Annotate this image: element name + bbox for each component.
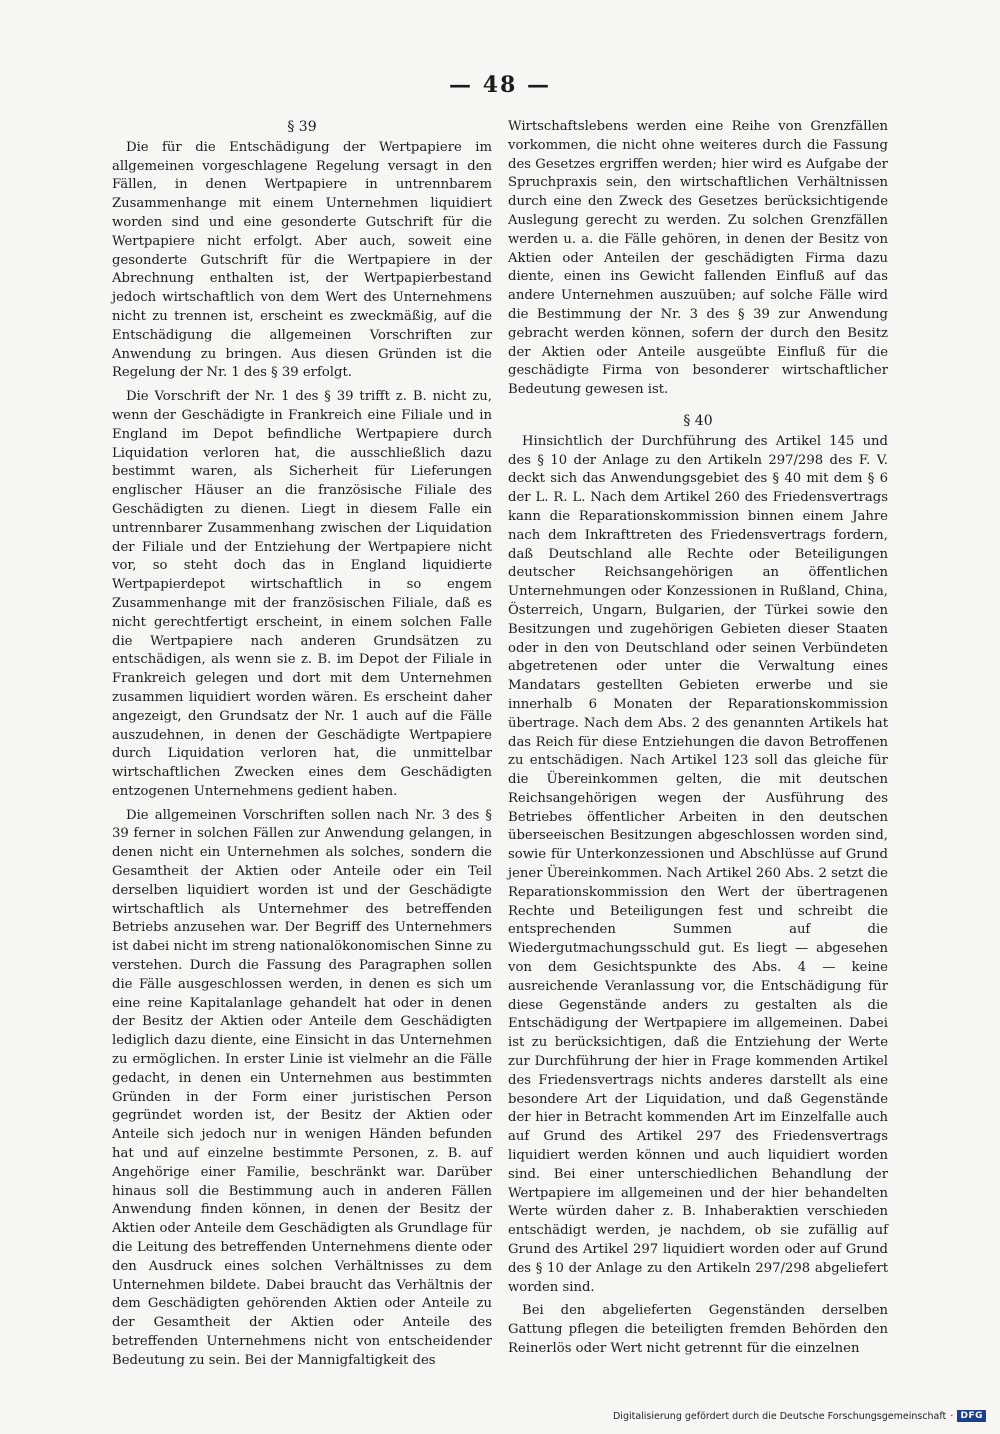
- paragraph-continuation: Wirtschaftslebens werden eine Reihe von Grenzfällen vorkommen, die nicht ohne weiteres durch die Fassung des Gesetzes ergriffen werden; hier wird es Aufgabe der Spruchpraxis sein, den wirtschaftlichen Verhältnissen durch eine den Zweck des Gesetzes berücksichtigende Auslegung gerecht zu werden. Zu solchen Grenzfällen werden u. a. die Fälle gehören, in denen der Besitz von Aktien oder Anteilen der geschädigten Firma dazu diente, einen ins Gewicht fallenden Einfluß auf das andere Unternehmen auszuüben; auf solche Fälle wird die Bestimmung der Nr. 3 des § 39 zur Anwendung gebracht werden können, sofern der durch den Besitz der Aktien oder Anteile ausgeübte Einfluß für die geschädigte Firma von besonderer wirtschaftlicher Bedeutung gewesen ist.: [508, 119, 888, 398]
- section-heading-39: § 39: [287, 119, 317, 135]
- paragraph: Bei den abgelieferten Gegenständen derselben Gattung pflegen die beteiligten fremden Behörden den Reinerlös oder Wert nicht getrennt für die einzelnen: [508, 1303, 888, 1356]
- footer-text: Digitalisierung gefördert durch die Deutsche Forschungsgemeinschaft: [612, 1410, 947, 1422]
- right-column: [508, 118, 888, 1364]
- page-number: — 48 —: [449, 72, 551, 98]
- paragraph: Hinsichtlich der Durchführung des Artikel 145 und des § 10 der Anlage zu den Artikeln 297/298 des F. V. deckt sich das Anwendungsgebiet des § 40 mit dem § 6 der L. R. L. Nach dem Artikel 260 des Friedensvertrags kann die Reparationskommission binnen einem Jahre nach dem Inkrafttreten des Friedensvertrags fordern, daß Deutschland alle Rechte oder Beteiligungen deutscher Reichsangehörigen an öffentlichen Unternehmungen oder Konzessionen in Rußland, China, Österreich, Ungarn, Bulgarien, der Türkei sowie den Besitzungen und zugehörigen Gebieten dieser Staaten oder in den von Deutschland oder seinen Verbündeten abgetretenen oder unter die Verwaltung eines Mandatars gestellten Gebieten erwerbe und sie innerhalb 6 Monaten der Reparationskommission übertrage. Nach dem Abs. 2 des genannten Artikels hat das Reich für diese Entziehungen die davon Betroffenen zu entschädigen. Nach Artikel 123 soll das gleiche für die Übereinkommen gelten, die mit deutschen Reichsangehörigen wegen der Ausführung des Betriebes öffentlicher Arbeiten in den deutschen überseeischen Besitzungen abgeschlossen worden sind, sowie für Unterkonzessionen und Abschlüsse auf Grund jener Übereinkommen. Nach Artikel 260 Abs. 2 setzt die Reparationskommission den Wert der übertragenen Rechte und Beteiligungen fest und schreibt die entsprechenden Summen auf die Wiedergutmachungsschuld gut. Es liegt — abgesehen von dem Gesichtspunkte des Abs. 4 — keine ausreichende Veranlassung vor, die Entschädigung für diese Gegenstände anders zu gestalten als die Entschädigung der Wertpapiere im allgemeinen. Dabei ist zu berücksichtigen, daß die Entziehung der Werte zur Durchführung der hier in Frage kommenden Artikel des Friedensvertrags nichts anderes darstellt als eine besondere Art der Liquidation, und daß Gegenstände der hier in Betracht kommenden Art im Einzelfalle auch auf Grund des Artikel 297 des Friedensvertrags liquidiert werden können und auch liquidiert worden sind. Bei einer unterschiedlichen Behandlung der Wertpapiere im allgemeinen und der hier behandelten Werte würden daher z. B. Inhaberaktien verschieden entschädigt werden, je nachdem, ob sie zufällig auf Grund des Artikel 297 liquidiert worden oder auf Grund des § 10 der Anlage zu den Artikeln 297/298 abgeliefert worden sind.: [508, 433, 888, 1295]
- left-column: [112, 118, 492, 1376]
- paragraph: Die allgemeinen Vorschriften sollen nach Nr. 3 des § 39 ferner in solchen Fällen zur Anwendung gelangen, in denen nicht ein Unternehmen als solches, sondern die Gesamtheit der Aktien oder Anteile oder ein Teil derselben liquidiert worden ist und der Geschädigte wirtschaftlich als Unternehmer des betreffenden Betriebs anzusehen war. Der Begriff des Unternehmers ist dabei nicht im streng nationalökonomischen Sinne zu verstehen. Durch die Fassung des Paragraphen sollen die Fälle ausgeschlossen werden, in denen es sich um eine reine Kapitalanlage gehandelt hat oder in denen der Besitz der Aktien oder Anteile dem Geschädigten lediglich dazu diente, eine Einsicht in das Unternehmen zu ermöglichen. In erster Linie ist vielmehr an die Fälle gedacht, in denen ein Unternehmen aus bestimmten Gründen in der Form einer juristischen Person gegründet worden ist, der Besitz der Aktien oder Anteile sich jedoch nur in wenigen Händen befunden hat und auf einzelne bestimmte Personen, z. B. auf Angehörige einer Familie, beschränkt war. Darüber hinaus soll die Bestimmung auch in anderen Fällen Anwendung finden können, in denen der Besitz der Aktien oder Anteile dem Geschädigten als Grundlage für die Leitung des betreffenden Unternehmens diente oder den Ausdruck eines solchen Verhältnisses zu dem Unternehmen bildete. Dabei braucht das Verhältnis der dem Geschädigten gehörenden Aktien oder Anteile zu der Gesamtheit der Aktien oder Anteile des betreffenden Unternehmens nicht von entscheidender Bedeutung zu sein. Bei der Mannigfaltigkeit des: [112, 807, 492, 1368]
- paragraph: Die für die Entschädigung der Wertpapiere im allgemeinen vorgeschlagene Regelung versagt in den Fällen, in denen Wertpapiere in untrennbarem Zusammenhange mit einem Unternehmen liquidiert worden sind und eine gesonderte Gutschrift für die Wertpapiere nicht erfolgt. Aber auch, soweit eine gesonderte Gutschrift für die Wertpapiere in der Abrechnung enthalten ist, der Wertpapierbestand jedoch wirtschaftlich von dem Wert des Unternehmens nicht zu trennen ist, erscheint es zweckmäßig, auf die Entschädigung die allgemeinen Vorschriften zur Anwendung zu bringen. Aus diesen Gründen ist die Regelung der Nr. 1 des § 39 erfolgt.: [112, 139, 492, 381]
- dfg-logo: DFG: [957, 1410, 986, 1422]
- section-heading-40: § 40: [683, 412, 713, 429]
- paragraph: Die Vorschrift der Nr. 1 des § 39 trifft z. B. nicht zu, wenn der Geschädigte in Frankreich eine Filiale und in England im Depot befindliche Wertpapiere durch Liquidation verloren hat, die ausschließlich dazu bestimmt waren, als Sicherheit für Lieferungen englischer Häuser an die französische Filiale des Geschädigten zu dienen. Liegt in diesem Falle ein untrennbarer Zusammenhang zwischen der Liquidation der Filiale und der Entziehung der Wertpapiere nicht vor, so steht doch das in England liquidierte Wertpapierdepot wirtschaftlich in so engem Zusammenhange mit der französischen Filiale, daß es nicht gerechtfertigt erscheint, in einem solchen Falle die Wertpapiere nach anderen Grundsätzen zu entschädigen, als wenn sie z. B. im Depot der Filiale in Frankreich gelegen und dort mit dem Unternehmen zusammen liquidiert worden wären. Es erscheint daher angezeigt, den Grundsatz der Nr. 1 auch auf die Fälle auszudehnen, in denen der Geschädigte Wertpapiere durch Liquidation verloren hat, die unmittelbar wirtschaftlichen Zwecken eines dem Geschädigten entzogenen Unternehmens gedient haben.: [112, 389, 492, 799]
- footer-separator: ·: [950, 1410, 954, 1422]
- footer-credit: [613, 1410, 986, 1422]
